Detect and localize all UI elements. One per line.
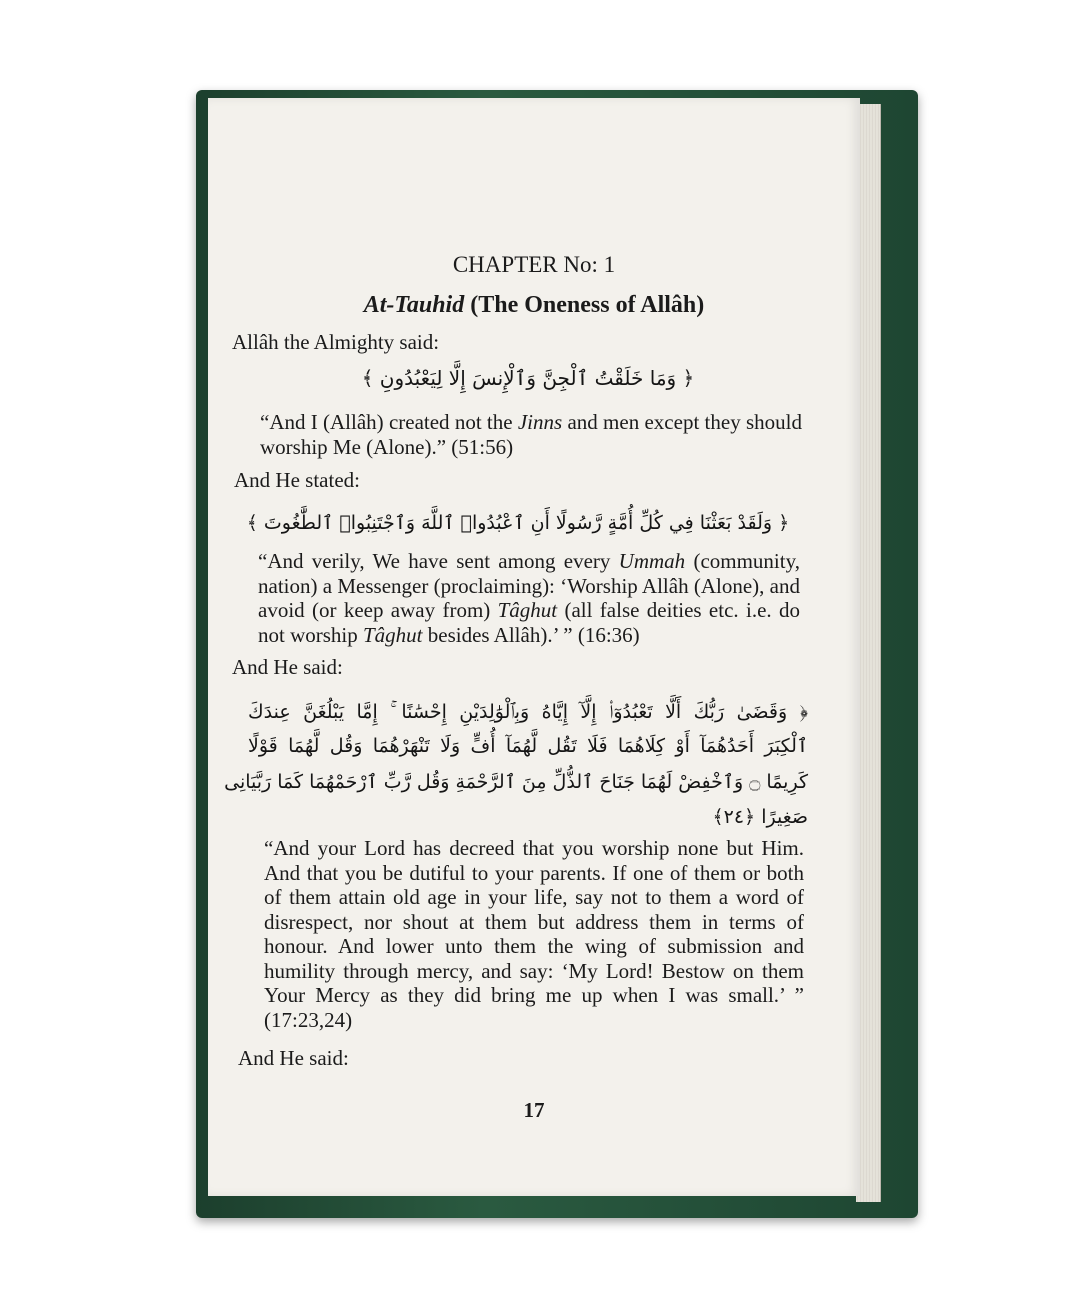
quote-2-part-b: (community, nation) a Messenger (proclaiming): ‘Worship Allâh (Alone), and avoid (or keep away from) [258, 549, 800, 622]
quote-2 [258, 549, 800, 647]
quote-2-part-c: (all false deities etc. i.e. do not worship [258, 598, 800, 647]
quote-2-part-a: “And verily, We have sent among every [258, 549, 619, 573]
quote-2-emphasis-2: Tâghut [497, 598, 558, 622]
chapter-title-italic: At-Tauhid [363, 292, 465, 318]
intro-line-3: And He said: [232, 655, 343, 679]
page-number: 17 [523, 1098, 545, 1122]
quote-1-emphasis: Jinns [517, 410, 563, 434]
arabic-verse-1: ﴿ وَمَا خَلَقْتُ ٱلْجِنَّ وَٱلْإِنسَ إِلَّا لِيَعْبُدُونِ ﴾ [361, 366, 695, 390]
quote-2-emphasis-3: Tâghut [363, 622, 423, 647]
intro-line-2: And He stated: [234, 468, 360, 492]
arabic-verse-3-line-1: ﴿ وَقَضَىٰ رَبُّكَ أَلَّا تَعْبُدُوٓا۟ إِلَّآ إِيَّاهُ وَبِٱلْوَٰلِدَيْنِ إِحْسَٰنًا ۚ إِمَّا يَبْلُغَنَّ عِندَكَ [248, 701, 808, 723]
chapter-title-rest: (The Oneness of Allâh) [464, 292, 705, 318]
arabic-verse-3-line-2: ٱلْكِبَرَ أَحَدُهُمَآ أَوْ كِلَاهُمَا فَلَا تَقُل لَّهُمَآ أُفٍّ وَلَا تَنْهَرْهُمَا وَقُل لَّهُمَا قَوْلًا [248, 735, 808, 757]
chapter-title [208, 292, 860, 319]
quote-1 [260, 410, 802, 459]
arabic-verse-3-line-4: صَغِيرًا ﴿٢٤﴾ [712, 806, 808, 828]
book-page [208, 98, 860, 1196]
intro-line-1: Allâh the Almighty said: [232, 330, 440, 354]
quote-3: “And your Lord has decreed that you worship none but Him. And that you be dutiful to your parents. If one of them or both of them attain old age in your life, say not to them a word of disrespect, nor shout at them but address them in terms of honour. And lower unto them the wing of submission and humility through mercy, and say: ‘My Lord! Bestow on them Your Mercy as they did bring me up when I was small.’ ” (17:23,24) [264, 836, 804, 1032]
quote-2-emphasis-1: Ummah [618, 549, 686, 573]
arabic-verse-2: ﴿ وَلَقَدْ بَعَثْنَا فِي كُلِّ أُمَّةٍ رَّسُولًا أَنِ ٱعْبُدُوا۟ ٱللَّهَ وَٱجْتَنِبُوا۟ ٱلطَّٰغُوتَ ﴾ [246, 512, 790, 534]
quote-1-part-a: “And I (Allâh) created not the [260, 410, 518, 434]
quote-2-part-d: besides Allâh).’ ” (16:36) [422, 622, 640, 647]
arabic-verse-3-line-3: كَرِيمًا ۝ وَٱخْفِضْ لَهُمَا جَنَاحَ ٱلذُّلِّ مِنَ ٱلرَّحْمَةِ وَقُل رَّبِّ ٱرْحَمْهُمَا كَمَا رَبَّيَانِى [224, 771, 808, 793]
quote-1-part-b: and men except they should worship Me (Alone).” (51:56) [260, 410, 802, 459]
intro-line-4: And He said: [238, 1046, 349, 1070]
chapter-heading: CHAPTER No: 1 [452, 252, 616, 277]
